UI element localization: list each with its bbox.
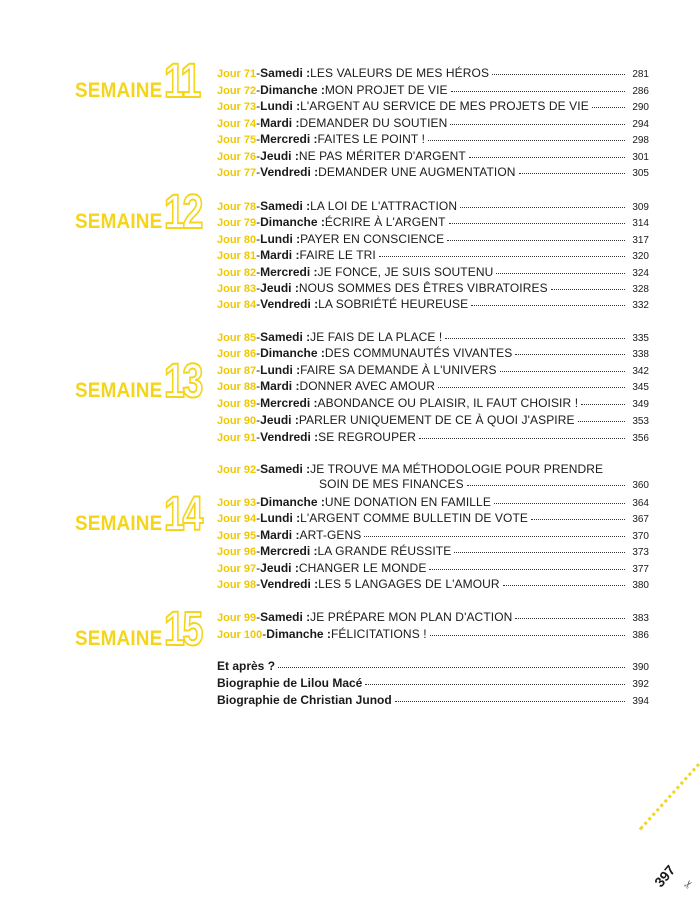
entry-title: L'ARGENT COMME BULLETIN DE VOTE bbox=[300, 511, 529, 525]
page-ref: 301 bbox=[632, 152, 649, 163]
day-label: Mercredi : bbox=[260, 132, 318, 146]
entry-title: FÉLICITATIONS ! bbox=[330, 627, 427, 641]
toc-entry[interactable] bbox=[217, 413, 649, 429]
jour-label: Jour 91 bbox=[217, 432, 257, 444]
extra-page: 390 bbox=[632, 662, 649, 673]
jour-label: Jour 71 bbox=[217, 68, 257, 80]
toc-entry[interactable] bbox=[217, 265, 649, 281]
day-label: Lundi : bbox=[260, 511, 301, 525]
scissors-icon: ✂ bbox=[681, 877, 697, 893]
entry-title: DEMANDER UNE AUGMENTATION bbox=[318, 165, 516, 179]
jour-label: Jour 78 bbox=[217, 201, 257, 213]
separator: - bbox=[256, 544, 261, 558]
toc-entry[interactable] bbox=[217, 528, 649, 544]
toc-entry[interactable] bbox=[217, 83, 649, 99]
separator: - bbox=[256, 462, 261, 476]
leader-dots bbox=[447, 240, 625, 241]
day-label: Mercredi : bbox=[260, 265, 318, 279]
day-label: Lundi : bbox=[260, 363, 301, 377]
entry-title: ART-GENS bbox=[299, 528, 362, 542]
separator: - bbox=[256, 561, 261, 575]
entry-title: LES 5 LANGAGES DE L'AMOUR bbox=[318, 577, 500, 591]
day-label: Mardi : bbox=[260, 116, 300, 130]
leader-dots bbox=[430, 635, 625, 636]
jour-label: Jour 88 bbox=[217, 381, 257, 393]
day-label: Mercredi : bbox=[260, 396, 318, 410]
separator: - bbox=[256, 99, 261, 113]
leader-dots bbox=[531, 519, 625, 520]
page-ref: 328 bbox=[632, 284, 649, 295]
leader-dots bbox=[471, 305, 625, 306]
jour-label: Jour 84 bbox=[217, 299, 257, 311]
jour-label: Jour 86 bbox=[217, 348, 257, 360]
leader-dots bbox=[551, 289, 625, 290]
entry-title: JE FAIS DE LA PLACE ! bbox=[310, 330, 443, 344]
entry-title: LES VALEURS DE MES HÉROS bbox=[310, 66, 490, 80]
day-label: Samedi : bbox=[260, 610, 311, 624]
separator: - bbox=[256, 413, 261, 427]
jour-label: Jour 93 bbox=[217, 497, 257, 509]
leader-dots bbox=[515, 354, 625, 355]
leader-dots bbox=[278, 667, 625, 668]
page-ref: 309 bbox=[632, 202, 649, 213]
day-label: Jeudi : bbox=[260, 413, 299, 427]
toc-entry[interactable] bbox=[217, 66, 649, 82]
separator: - bbox=[256, 149, 261, 163]
separator: - bbox=[256, 430, 261, 444]
entry-title: MON PROJET DE VIE bbox=[324, 83, 448, 97]
extra-title: Biographie de Christian Junod bbox=[217, 693, 392, 707]
entry-title: DONNER AVEC AMOUR bbox=[299, 379, 435, 393]
leader-dots bbox=[519, 173, 625, 174]
day-label: Samedi : bbox=[260, 462, 311, 476]
week-word: SEMAINE bbox=[75, 379, 163, 402]
leader-dots bbox=[494, 503, 625, 504]
week-word: SEMAINE bbox=[75, 79, 163, 102]
entry-title-cont: SOIN DE MES FINANCES bbox=[319, 477, 464, 491]
entry-title: LA GRANDE RÉUSSITE bbox=[317, 544, 452, 558]
cut-line bbox=[639, 739, 700, 830]
entry-title: NOUS SOMMES DES ÊTRES VIBRATOIRES bbox=[298, 281, 548, 295]
jour-label: Jour 72 bbox=[217, 85, 257, 97]
page-ref: 364 bbox=[632, 498, 649, 509]
leader-dots bbox=[449, 223, 625, 224]
leader-dots bbox=[365, 684, 625, 685]
entry-title: SE REGROUPER bbox=[318, 430, 417, 444]
toc-entry[interactable] bbox=[217, 610, 649, 626]
page-ref: 383 bbox=[632, 613, 649, 624]
page-ref: 290 bbox=[632, 102, 649, 113]
page-ref: 380 bbox=[632, 580, 649, 591]
jour-label: Jour 97 bbox=[217, 563, 257, 575]
day-label: Jeudi : bbox=[260, 281, 299, 295]
page-ref: 360 bbox=[632, 480, 649, 491]
toc-entry[interactable] bbox=[217, 495, 649, 511]
page-ref: 377 bbox=[632, 564, 649, 575]
toc-entry[interactable] bbox=[217, 346, 649, 362]
entry-title: DEMANDER DU SOUTIEN bbox=[299, 116, 448, 130]
entry-title: JE TROUVE MA MÉTHODOLOGIE POUR PRENDRE bbox=[310, 462, 604, 476]
toc-extra[interactable] bbox=[217, 676, 649, 692]
toc-extra[interactable] bbox=[217, 659, 649, 675]
toc-entry[interactable] bbox=[217, 511, 649, 527]
page-ref: 324 bbox=[632, 268, 649, 279]
page-ref: 314 bbox=[632, 218, 649, 229]
jour-label: Jour 73 bbox=[217, 101, 257, 113]
jour-label: Jour 99 bbox=[217, 612, 257, 624]
separator: - bbox=[262, 627, 267, 641]
separator: - bbox=[256, 116, 261, 130]
toc-entry[interactable] bbox=[217, 396, 649, 412]
entry-title: LA SOBRIÉTÉ HEUREUSE bbox=[318, 297, 469, 311]
page-ref: 353 bbox=[632, 416, 649, 427]
jour-label: Jour 90 bbox=[217, 415, 257, 427]
separator: - bbox=[256, 379, 261, 393]
leader-dots bbox=[460, 207, 625, 208]
week-label-14 bbox=[75, 488, 211, 541]
leader-dots bbox=[428, 140, 625, 141]
separator: - bbox=[256, 511, 261, 525]
page-ref: 317 bbox=[632, 235, 649, 246]
day-label: Dimanche : bbox=[260, 83, 325, 97]
day-label: Dimanche : bbox=[260, 346, 325, 360]
separator: - bbox=[256, 346, 261, 360]
entry-title: PARLER UNIQUEMENT DE CE À QUOI J'ASPIRE bbox=[298, 413, 575, 427]
separator: - bbox=[256, 363, 261, 377]
entry-title: PAYER EN CONSCIENCE bbox=[300, 232, 445, 246]
page-ref: 298 bbox=[632, 135, 649, 146]
toc-entry[interactable] bbox=[217, 281, 649, 297]
jour-label: Jour 98 bbox=[217, 579, 257, 591]
week-number: 12 bbox=[164, 186, 201, 239]
leader-dots bbox=[467, 485, 625, 486]
leader-dots bbox=[438, 387, 625, 388]
jour-label: Jour 87 bbox=[217, 365, 257, 377]
separator: - bbox=[256, 83, 261, 97]
day-label: Mercredi : bbox=[260, 544, 318, 558]
separator: - bbox=[256, 528, 261, 542]
jour-label: Jour 74 bbox=[217, 118, 257, 130]
separator: - bbox=[256, 165, 261, 179]
page-ref: 345 bbox=[632, 382, 649, 393]
day-label: Dimanche : bbox=[260, 495, 325, 509]
leader-dots bbox=[496, 273, 625, 274]
toc-entry[interactable] bbox=[217, 363, 649, 379]
toc-entry[interactable] bbox=[217, 199, 649, 215]
entry-title: ABONDANCE OU PLAISIR, IL FAUT CHOISIR ! bbox=[317, 396, 579, 410]
jour-label: Jour 94 bbox=[217, 513, 257, 525]
week-number: 11 bbox=[164, 55, 199, 108]
day-label: Mardi : bbox=[260, 528, 300, 542]
week-label-13 bbox=[75, 355, 211, 408]
day-label: Samedi : bbox=[260, 199, 311, 213]
leader-dots bbox=[451, 91, 625, 92]
toc-extra[interactable] bbox=[217, 693, 649, 709]
jour-label: Jour 92 bbox=[217, 464, 257, 476]
page-ref: 386 bbox=[632, 630, 649, 641]
page-number: 397 bbox=[651, 861, 679, 891]
jour-label: Jour 77 bbox=[217, 167, 257, 179]
week-number: 15 bbox=[164, 603, 201, 656]
page-ref: 332 bbox=[632, 300, 649, 311]
day-label: Samedi : bbox=[260, 330, 311, 344]
week-number: 14 bbox=[164, 488, 201, 541]
entry-title: DES COMMUNAUTÉS VIVANTES bbox=[324, 346, 513, 360]
week-label-12 bbox=[75, 186, 211, 239]
jour-label: Jour 79 bbox=[217, 217, 257, 229]
separator: - bbox=[256, 330, 261, 344]
leader-dots bbox=[379, 256, 625, 257]
separator: - bbox=[256, 66, 261, 80]
separator: - bbox=[256, 297, 261, 311]
separator: - bbox=[256, 610, 261, 624]
separator: - bbox=[256, 232, 261, 246]
day-label: Jeudi : bbox=[260, 149, 299, 163]
separator: - bbox=[256, 495, 261, 509]
entry-title: FAITES LE POINT ! bbox=[317, 132, 426, 146]
day-label: Samedi : bbox=[260, 66, 311, 80]
entry-title: ÉCRIRE À L'ARGENT bbox=[324, 215, 446, 229]
page-ref: 373 bbox=[632, 547, 649, 558]
week-word: SEMAINE bbox=[75, 210, 163, 233]
page-ref: 335 bbox=[632, 333, 649, 344]
day-label: Mardi : bbox=[260, 379, 300, 393]
entry-title: NE PAS MÉRITER D'ARGENT bbox=[298, 149, 466, 163]
separator: - bbox=[256, 248, 261, 262]
toc-entry[interactable] bbox=[217, 430, 649, 446]
jour-label: Jour 76 bbox=[217, 151, 257, 163]
leader-dots bbox=[592, 107, 625, 108]
leader-dots bbox=[500, 371, 625, 372]
week-label-15 bbox=[75, 603, 211, 656]
day-label: Mardi : bbox=[260, 248, 300, 262]
separator: - bbox=[256, 215, 261, 229]
jour-label: Jour 85 bbox=[217, 332, 257, 344]
extra-page: 392 bbox=[632, 679, 649, 690]
page-ref: 338 bbox=[632, 349, 649, 360]
toc-entry[interactable] bbox=[217, 627, 649, 643]
leader-dots bbox=[445, 338, 625, 339]
page-ref: 305 bbox=[632, 168, 649, 179]
leader-dots bbox=[492, 74, 625, 75]
entry-title: FAIRE SA DEMANDE À L'UNIVERS bbox=[300, 363, 497, 377]
entry-title: JE FONCE, JE SUIS SOUTENU bbox=[317, 265, 494, 279]
toc-entry[interactable] bbox=[217, 544, 649, 560]
toc-entry[interactable] bbox=[217, 116, 649, 132]
week-word: SEMAINE bbox=[75, 627, 163, 650]
page-ref: 342 bbox=[632, 366, 649, 377]
week-word: SEMAINE bbox=[75, 512, 163, 535]
page-ref: 294 bbox=[632, 119, 649, 130]
page-ref: 320 bbox=[632, 251, 649, 262]
page-ref: 286 bbox=[632, 86, 649, 97]
day-label: Vendredi : bbox=[260, 297, 319, 311]
day-label: Vendredi : bbox=[260, 165, 319, 179]
page-ref: 367 bbox=[632, 514, 649, 525]
toc-entry[interactable] bbox=[217, 297, 649, 313]
day-label: Dimanche : bbox=[260, 215, 325, 229]
toc-entry[interactable] bbox=[217, 149, 649, 165]
separator: - bbox=[256, 281, 261, 295]
jour-label: Jour 96 bbox=[217, 546, 257, 558]
toc-entry[interactable] bbox=[217, 99, 649, 115]
separator: - bbox=[256, 199, 261, 213]
separator: - bbox=[256, 132, 261, 146]
extra-title: Biographie de Lilou Macé bbox=[217, 676, 363, 690]
day-label: Dimanche : bbox=[266, 627, 331, 641]
separator: - bbox=[256, 577, 261, 591]
jour-label: Jour 80 bbox=[217, 234, 257, 246]
toc-entry[interactable] bbox=[217, 462, 649, 494]
toc-entry[interactable] bbox=[217, 330, 649, 346]
week-number: 13 bbox=[164, 355, 201, 408]
leader-dots bbox=[450, 124, 625, 125]
jour-label: Jour 81 bbox=[217, 250, 257, 262]
extra-title: Et après ? bbox=[217, 659, 276, 673]
day-label: Jeudi : bbox=[260, 561, 299, 575]
day-label: Lundi : bbox=[260, 99, 301, 113]
entry-title: FAIRE LE TRI bbox=[299, 248, 376, 262]
extra-page: 394 bbox=[632, 696, 649, 707]
page-ref: 370 bbox=[632, 531, 649, 542]
jour-label: Jour 82 bbox=[217, 267, 257, 279]
jour-label: Jour 95 bbox=[217, 530, 257, 542]
separator: - bbox=[256, 396, 261, 410]
day-label: Vendredi : bbox=[260, 430, 319, 444]
leader-dots bbox=[503, 585, 625, 586]
leader-dots bbox=[578, 421, 625, 422]
jour-label: Jour 89 bbox=[217, 398, 257, 410]
week-label-11 bbox=[75, 55, 209, 108]
leader-dots bbox=[469, 157, 625, 158]
page-ref: 349 bbox=[632, 399, 649, 410]
toc-entry[interactable] bbox=[217, 577, 649, 593]
separator: - bbox=[256, 265, 261, 279]
entry-title: LA LOI DE L'ATTRACTION bbox=[310, 199, 458, 213]
toc-entry[interactable] bbox=[217, 379, 649, 395]
page-ref: 356 bbox=[632, 433, 649, 444]
jour-label: Jour 83 bbox=[217, 283, 257, 295]
toc-entry[interactable] bbox=[217, 132, 649, 148]
toc-entry[interactable] bbox=[217, 248, 649, 264]
leader-dots bbox=[364, 536, 625, 537]
entry-title: UNE DONATION EN FAMILLE bbox=[324, 495, 491, 509]
leader-dots bbox=[581, 404, 625, 405]
leader-dots bbox=[429, 569, 625, 570]
day-label: Lundi : bbox=[260, 232, 301, 246]
toc-entry[interactable] bbox=[217, 215, 649, 231]
jour-label: Jour 100 bbox=[217, 629, 263, 641]
toc-entry[interactable] bbox=[217, 165, 649, 181]
jour-label: Jour 75 bbox=[217, 134, 257, 146]
day-label: Vendredi : bbox=[260, 577, 319, 591]
entry-title: JE PRÉPARE MON PLAN D'ACTION bbox=[310, 610, 513, 624]
toc-entry[interactable] bbox=[217, 561, 649, 577]
page-ref: 281 bbox=[632, 69, 649, 80]
leader-dots bbox=[515, 618, 625, 619]
toc-entry[interactable] bbox=[217, 232, 649, 248]
leader-dots bbox=[395, 701, 625, 702]
leader-dots bbox=[419, 438, 625, 439]
leader-dots bbox=[454, 552, 625, 553]
entry-title: CHANGER LE MONDE bbox=[298, 561, 427, 575]
entry-title: L'ARGENT AU SERVICE DE MES PROJETS DE VIE bbox=[300, 99, 589, 113]
